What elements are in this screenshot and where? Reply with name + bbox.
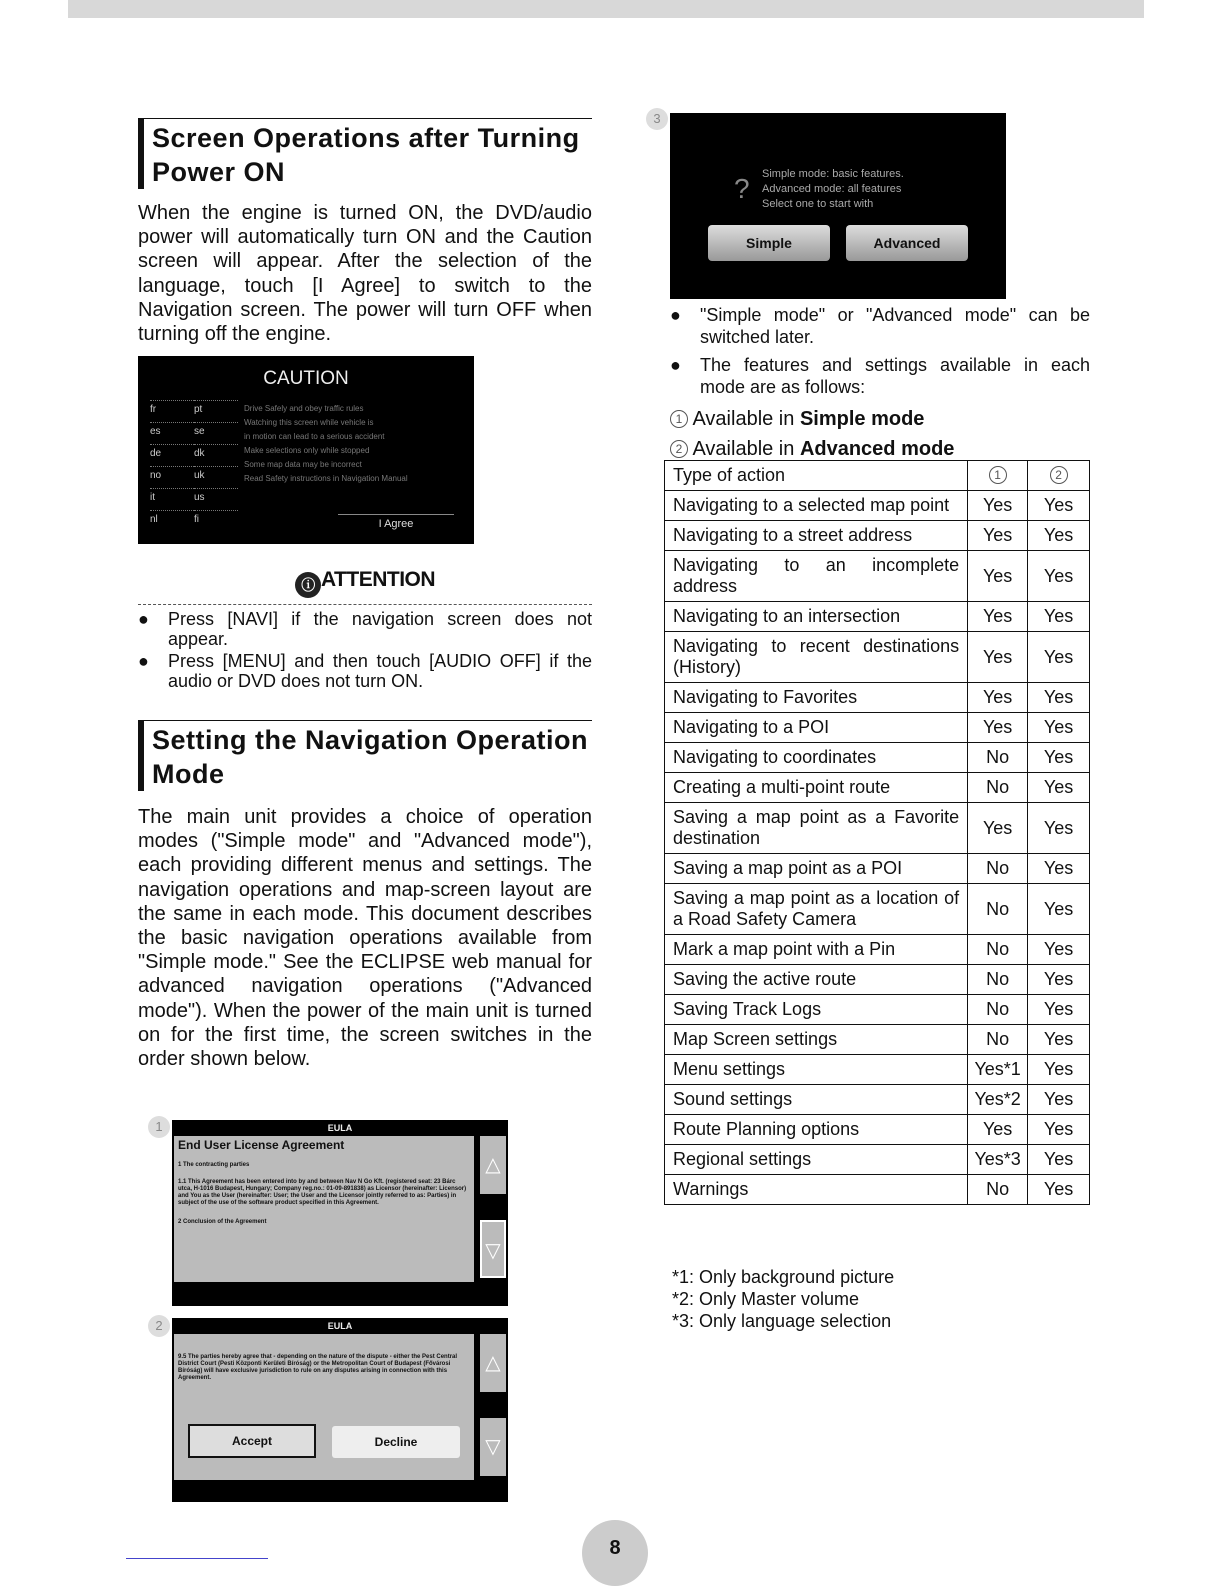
eula-heading: End User License Agreement xyxy=(178,1138,345,1152)
right-column xyxy=(670,304,1090,464)
caution-line: in motion can lead to a serious accident xyxy=(244,432,385,441)
legend-row xyxy=(670,404,1090,434)
table-cell-value: No xyxy=(968,965,1028,995)
caution-line: Make selections only while stopped xyxy=(244,446,370,455)
scroll-down-button[interactable]: ▽ xyxy=(480,1220,506,1278)
caution-screen xyxy=(138,356,474,544)
table-cell-value: Yes xyxy=(1028,1175,1090,1205)
eula-text: 9.5 The parties hereby agree that - depending on the nature of the dispute - either the Pest Central District Court (Pesti Központi Kerületi Bíróság) or the Metropolitan Court of Budapest (Fővárosi Bíróság) will have exclusive jurisdiction to rule on any disputes arising in connection with this Agreement. xyxy=(178,1354,458,1381)
table-cell-value: Yes xyxy=(1028,1025,1090,1055)
language-button[interactable]: es xyxy=(150,422,194,437)
caution-line: Some map data may be incorrect xyxy=(244,460,362,469)
attention-list xyxy=(138,609,592,691)
mode-text: Advanced mode: all features xyxy=(762,183,902,195)
circled-2-icon: 2 xyxy=(1050,466,1068,484)
table-cell-value: Yes xyxy=(968,683,1028,713)
legend-mode: Simple mode xyxy=(799,408,925,430)
caution-title: CAUTION xyxy=(263,368,349,389)
table-row xyxy=(665,1145,1090,1175)
eula-text: 1 The contracting parties xyxy=(178,1162,250,1168)
language-button[interactable]: us xyxy=(194,488,238,503)
attention-icon: ⓘ xyxy=(295,572,321,598)
table-cell-value: Yes xyxy=(1028,965,1090,995)
eula-title: EULA xyxy=(327,1321,353,1331)
table-cell-value: No xyxy=(968,995,1028,1025)
eula-text: 2 Conclusion of the Agreement xyxy=(178,1219,267,1225)
table-cell-action: Saving a map point as a location of a Road Safety Camera xyxy=(665,884,968,935)
table-cell-value: Yes xyxy=(1028,521,1090,551)
table-cell-value: Yes xyxy=(1028,491,1090,521)
attention-box xyxy=(138,568,592,693)
step-number: 1 xyxy=(148,1116,170,1138)
features-table xyxy=(664,460,1090,1205)
table-cell-value: Yes xyxy=(1028,713,1090,743)
table-row xyxy=(665,1055,1090,1085)
legend-mode: Advanced mode xyxy=(799,438,955,460)
table-cell-action: Navigating to a selected map point xyxy=(665,491,968,521)
language-button[interactable]: de xyxy=(150,444,194,459)
table-cell-value: Yes xyxy=(968,632,1028,683)
table-row xyxy=(665,491,1090,521)
language-button[interactable]: fr xyxy=(150,400,194,415)
table-row xyxy=(665,683,1090,713)
table-cell-value: Yes xyxy=(1028,1115,1090,1145)
table-cell-value: No xyxy=(968,884,1028,935)
eula-screen-2 xyxy=(172,1318,508,1502)
table-cell-action: Saving a map point as a POI xyxy=(665,854,968,884)
eula-screen-1 xyxy=(172,1120,508,1306)
language-button[interactable]: it xyxy=(150,488,194,503)
mode-text: Select one to start with xyxy=(762,198,874,210)
accept-button[interactable]: Accept xyxy=(188,1424,316,1458)
table-header xyxy=(665,461,1090,491)
section-title: Screen Operations after Turning Power ON xyxy=(138,118,592,189)
table-cell-action: Creating a multi-point route xyxy=(665,773,968,803)
table-cell-action: Regional settings xyxy=(665,1145,968,1175)
table-cell-value: Yes xyxy=(968,713,1028,743)
footer-rule xyxy=(126,1558,268,1559)
eula-text: 1.1 This Agreement has been entered into by and between Nav N Go Kft. (registered seat: 23 Bárc utca, H-1016 Budapest, Hungary; Company reg.no.: 01-09-891838) as Licensor (hereinafter: Licensor) and You as the User (hereinafter: User; the User and the Licensor jointly referred to as: Parties) in subject of the use of the software product specified in this Agreement. xyxy=(178,1179,467,1206)
table-cell-value: Yes xyxy=(1028,803,1090,854)
table-cell-value: Yes*1 xyxy=(968,1055,1028,1085)
language-grid xyxy=(150,400,238,525)
table-cell-value: No xyxy=(968,1175,1028,1205)
table-cell-value: Yes xyxy=(1028,743,1090,773)
table-cell-action: Saving a map point as a Favorite destination xyxy=(665,803,968,854)
table-cell-action: Route Planning options xyxy=(665,1115,968,1145)
table-row xyxy=(665,743,1090,773)
table-row xyxy=(665,854,1090,884)
language-button[interactable]: fi xyxy=(194,510,238,525)
bullet-item: ● "Simple mode" or "Advanced mode" can be switched later. xyxy=(670,304,1090,348)
table-cell-value: No xyxy=(968,743,1028,773)
attention-item: ● Press [NAVI] if the navigation screen does not appear. xyxy=(138,609,592,649)
table-cell-value: Yes xyxy=(1028,995,1090,1025)
table-cell-value: Yes xyxy=(1028,773,1090,803)
table-cell-action: Navigating to an intersection xyxy=(665,602,968,632)
mode-select-screen xyxy=(670,113,1006,299)
section-body: The main unit provides a choice of operation modes ("Simple mode" and "Advanced mode"), each providing different menus and settings. The navigation operations and map-screen layout are the same in each mode. This document describes the basic navigation operations available from "Simple mode." See the ECLIPSE web manual for advanced navigation operations ("Advanced mode"). When the power of the main unit is turned on for the first time, the screen switches in the order shown below. xyxy=(138,806,592,1071)
caution-line: Watching this screen while vehicle is xyxy=(244,418,374,427)
table-row xyxy=(665,1085,1090,1115)
attention-title: ATTENTION xyxy=(320,568,436,591)
header-cell xyxy=(1028,461,1090,491)
table-cell-value: Yes*2 xyxy=(968,1085,1028,1115)
legend xyxy=(670,404,1090,464)
eula-pane xyxy=(174,1136,474,1282)
language-button[interactable]: no xyxy=(150,466,194,481)
scroll-up-button[interactable]: △ xyxy=(480,1334,506,1392)
table-cell-value: Yes xyxy=(968,551,1028,602)
table-cell-action: Navigating to a street address xyxy=(665,521,968,551)
table-cell-value: Yes xyxy=(1028,602,1090,632)
caution-line: Read Safety instructions in Navigation Manual xyxy=(244,474,408,483)
table-cell-value: Yes xyxy=(1028,935,1090,965)
table-cell-action: Navigating to an incomplete address xyxy=(665,551,968,602)
bullet-list xyxy=(670,304,1090,398)
table-cell-action: Warnings xyxy=(665,1175,968,1205)
table-row xyxy=(665,632,1090,683)
table-cell-action: Map Screen settings xyxy=(665,1025,968,1055)
table-cell-action: Navigating to recent destinations (History) xyxy=(665,632,968,683)
table-cell-value: Yes xyxy=(1028,1055,1090,1085)
bullet-item: ● The features and settings available in each mode are as follows: xyxy=(670,354,1090,398)
header-cell xyxy=(968,461,1028,491)
table-cell-action: Navigating to coordinates xyxy=(665,743,968,773)
table-cell-value: Yes xyxy=(968,803,1028,854)
legend-text: Available in xyxy=(692,438,800,460)
table-cell-value: Yes xyxy=(1028,551,1090,602)
table-cell-value: Yes xyxy=(1028,1085,1090,1115)
table-cell-value: Yes*3 xyxy=(968,1145,1028,1175)
decline-button[interactable]: Decline xyxy=(332,1426,460,1458)
language-button[interactable]: nl xyxy=(150,510,194,525)
section-2 xyxy=(138,720,592,1071)
i-agree-button[interactable]: I Agree xyxy=(338,514,454,530)
circled-1-icon: 1 xyxy=(670,410,688,428)
language-button[interactable]: pt xyxy=(194,400,238,415)
divider xyxy=(138,604,592,605)
page-number: 8 xyxy=(582,1520,648,1586)
table-cell-action: Sound settings xyxy=(665,1085,968,1115)
header-band xyxy=(68,0,1144,18)
table-cell-value: Yes xyxy=(1028,884,1090,935)
eula-pane xyxy=(174,1334,474,1480)
table-row xyxy=(665,551,1090,602)
table-cell-value: No xyxy=(968,935,1028,965)
left-column xyxy=(138,118,592,346)
table-row xyxy=(665,995,1090,1025)
table-row xyxy=(665,602,1090,632)
step-number: 3 xyxy=(646,108,668,130)
section-title: Setting the Navigation Operation Mode xyxy=(138,720,592,791)
table-row xyxy=(665,1115,1090,1145)
table-cell-value: Yes xyxy=(1028,632,1090,683)
table-row xyxy=(665,1175,1090,1205)
table-row xyxy=(665,935,1090,965)
table-row xyxy=(665,965,1090,995)
table-cell-action: Saving Track Logs xyxy=(665,995,968,1025)
table-cell-action: Navigating to a POI xyxy=(665,713,968,743)
section-body: When the engine is turned ON, the DVD/audio power will automatically turn ON and the Caution screen will appear. After the selection of the language, touch [I Agree] to switch to the Navigation screen. The power will turn OFF when turning off the engine. xyxy=(138,202,592,346)
language-button[interactable]: dk xyxy=(194,444,238,459)
caution-lines xyxy=(244,402,408,486)
header-cell: Type of action xyxy=(665,461,968,491)
table-cell-value: Yes xyxy=(968,491,1028,521)
table-cell-value: Yes xyxy=(968,521,1028,551)
footnote: *2: Only Master volume xyxy=(672,1289,860,1309)
table-cell-value: No xyxy=(968,1025,1028,1055)
legend-text: Available in xyxy=(692,408,800,430)
table-cell-action: Saving the active route xyxy=(665,965,968,995)
table-cell-value: Yes xyxy=(968,602,1028,632)
table-row xyxy=(665,773,1090,803)
language-button[interactable]: uk xyxy=(194,466,238,481)
table-cell-value: Yes xyxy=(1028,854,1090,884)
footnote: *3: Only language selection xyxy=(672,1311,892,1331)
table-cell-value: Yes xyxy=(1028,683,1090,713)
eula-title: EULA xyxy=(327,1123,353,1133)
step-number: 2 xyxy=(148,1315,170,1337)
footnote: *1: Only background picture xyxy=(672,1267,895,1287)
table-cell-action: Mark a map point with a Pin xyxy=(665,935,968,965)
scroll-up-button[interactable]: △ xyxy=(480,1136,506,1194)
table-cell-value: Yes xyxy=(968,1115,1028,1145)
circled-2-icon: 2 xyxy=(670,440,688,458)
table-row xyxy=(665,521,1090,551)
table-cell-value: No xyxy=(968,773,1028,803)
simple-button[interactable]: Simple xyxy=(708,225,830,261)
table-cell-value: No xyxy=(968,854,1028,884)
footnotes xyxy=(672,1266,894,1332)
table-row xyxy=(665,1025,1090,1055)
mode-text: Simple mode: basic features. xyxy=(762,168,904,180)
table-cell-action: Menu settings xyxy=(665,1055,968,1085)
language-button[interactable]: se xyxy=(194,422,238,437)
advanced-button[interactable]: Advanced xyxy=(846,225,968,261)
attention-item: ● Press [MENU] and then touch [AUDIO OFF] if the audio or DVD does not turn ON. xyxy=(138,651,592,691)
circled-1-icon: 1 xyxy=(989,466,1007,484)
scroll-down-button[interactable]: ▽ xyxy=(480,1418,506,1476)
table-cell-action: Navigating to Favorites xyxy=(665,683,968,713)
table-row xyxy=(665,803,1090,854)
table-row xyxy=(665,884,1090,935)
table-cell-value: Yes xyxy=(1028,1145,1090,1175)
mode-text-block xyxy=(762,167,904,212)
caution-line: Drive Safely and obey traffic rules xyxy=(244,404,364,413)
question-icon: ? xyxy=(734,173,750,204)
attention-header xyxy=(138,568,592,598)
table-row xyxy=(665,713,1090,743)
